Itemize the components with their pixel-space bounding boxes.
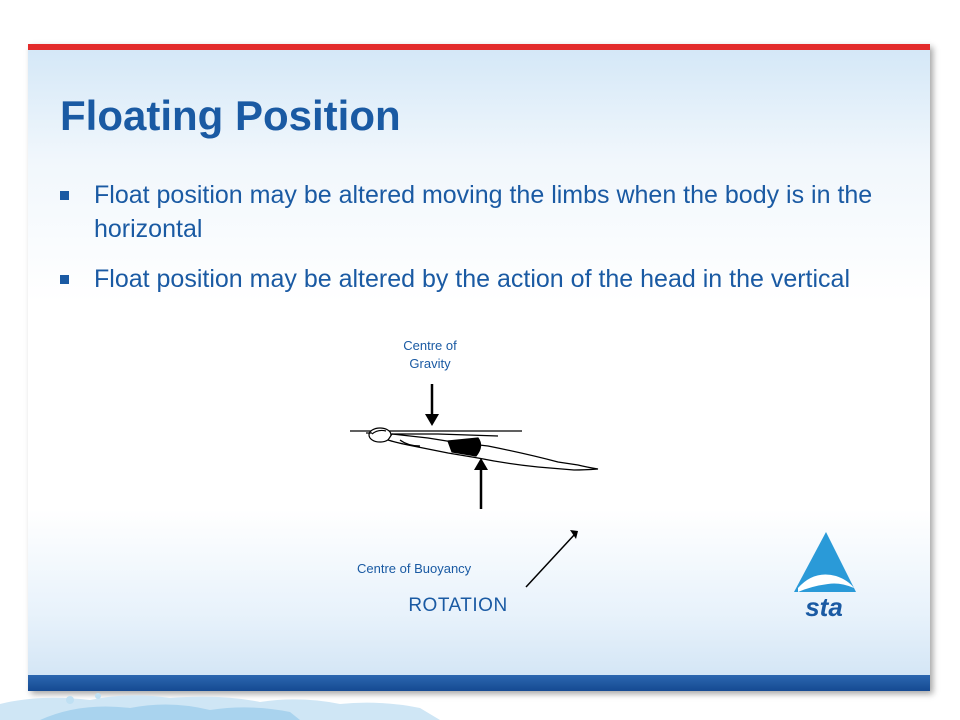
slide-title: Floating Position xyxy=(60,92,401,139)
rotation-arrow xyxy=(526,530,578,587)
centre-of-gravity-arrow xyxy=(425,384,439,426)
bullet-item xyxy=(60,178,904,246)
water-splash-decoration xyxy=(0,690,960,720)
centre-of-gravity-label-line1: Centre of xyxy=(403,338,457,353)
logo-text: sta xyxy=(805,592,843,622)
rotation-label: ROTATION xyxy=(408,595,508,616)
bullet-text: Float position may be altered moving the limbs when the body is in the horizontal xyxy=(94,181,873,243)
centre-of-gravity-label-line2: Gravity xyxy=(409,356,451,371)
floating-body-diagram xyxy=(328,334,648,616)
square-bullet-icon xyxy=(60,275,69,284)
bullet-list xyxy=(60,178,904,312)
bottom-accent-bar xyxy=(28,675,930,691)
bullet-item xyxy=(60,262,904,296)
sta-logo xyxy=(790,530,860,620)
top-accent-bar xyxy=(28,44,930,50)
centre-of-buoyancy-arrow xyxy=(474,458,488,509)
bullet-text: Float position may be altered by the action of the head in the vertical xyxy=(94,265,851,293)
square-bullet-icon xyxy=(60,191,69,200)
centre-of-buoyancy-label: Centre of Buoyancy xyxy=(357,561,472,576)
